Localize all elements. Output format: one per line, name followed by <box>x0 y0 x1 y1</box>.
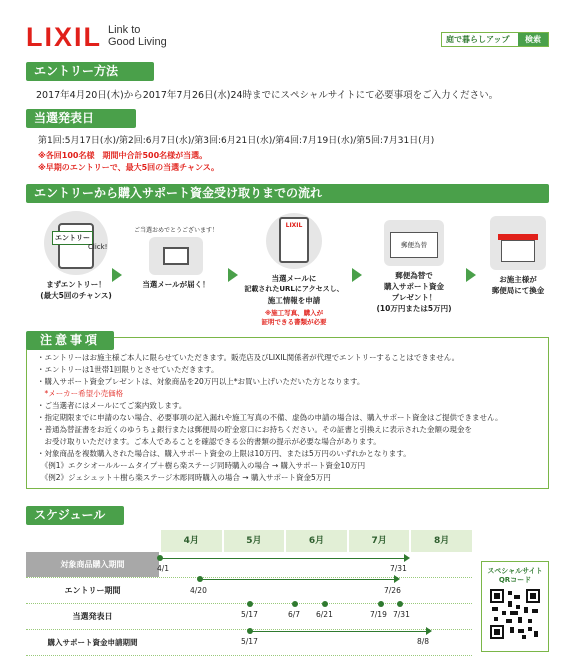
note-item-9: ・対象商品を複数購入された場合は、購入サポート資金の上限は10万円、または5万円のいずれかとなります。 <box>37 449 411 458</box>
flow-step-mail <box>126 227 226 290</box>
announce-date-3: 6/21 <box>316 610 333 619</box>
flow-step-money-order <box>364 220 464 314</box>
apply-start-date: 5/17 <box>241 637 258 646</box>
month-jun: 6月 <box>284 530 347 552</box>
lixil-logo: LIXIL <box>26 22 102 52</box>
step3-label1: 当選メールに <box>271 274 317 283</box>
step4-label2: 購入サポート資金 <box>384 282 444 291</box>
money-order-card: 郵便為替 <box>390 232 438 258</box>
money-order-icon <box>384 220 444 266</box>
click-text: Click! <box>88 243 108 251</box>
announce-date-label: 当選発表日 <box>72 612 113 621</box>
entry-button-icon: エントリー <box>52 231 93 245</box>
flow-step-entry <box>26 211 126 301</box>
search-button[interactable]: 検索 <box>518 33 548 46</box>
flow-arrow-1 <box>112 268 122 282</box>
flow-step-exchange <box>476 216 560 296</box>
purchase-period-label: 対象商品購入期間 <box>26 552 159 577</box>
entry-period-label: エントリー期間 <box>64 586 121 595</box>
tagline <box>108 24 167 48</box>
announce-date-4: 7/19 <box>370 610 387 619</box>
envelope-icon <box>163 247 189 265</box>
note-item-10: 《例1》エクシオールルームタイプ＋樹ら楽ステージ同時購入の場合 → 購入サポート資金10万円 <box>37 461 366 470</box>
purchase-end-arrow <box>404 554 410 562</box>
schedule-corner <box>26 530 159 552</box>
notes-box <box>26 337 549 489</box>
notes-heading: 注意事項 <box>26 331 114 350</box>
month-jul: 7月 <box>347 530 410 552</box>
announce-dot-3 <box>322 601 328 607</box>
step1-label2: (最大5回のチャンス) <box>40 291 112 300</box>
note-item-2: ・エントリーは1世帯1回限りとさせていただきます。 <box>37 365 219 374</box>
qr-box <box>481 561 549 652</box>
step4-note: (10万円または5万円) <box>376 304 452 313</box>
flow-arrow-2 <box>228 268 238 282</box>
notes-list <box>27 338 548 484</box>
tablet-lixil-icon <box>266 213 322 269</box>
entry-start-date: 4/20 <box>190 586 207 595</box>
step3-note2: 証明できる書類が必要 <box>261 318 327 326</box>
qr-title-2: QRコード <box>498 576 532 584</box>
purchase-start-dot <box>157 555 163 561</box>
note-item-1: ・エントリーはお施主様ご本人に限らせていただきます。販売店及びLIXIL関係者が代理でエントリーすることはできません。 <box>37 353 460 362</box>
note-item-8: お受け取りいただけます。ご本人であることを確認できる公的書類の提示が必要な場合があります。 <box>37 437 381 446</box>
congrats-text: ご当選おめでとうございます！ <box>133 227 218 234</box>
note-item-6: ・指定期限までに申請のない場合、必要事項の記入漏れや施工写真の不備、虚偽の申請の場合は、購入サポート資金はご提供できません。 <box>37 413 503 422</box>
note-item-11: 《例2》ジェシュット＋樹ら楽ステージ木彫同時購入の場合 → 購入サポート資金5万円 <box>37 473 331 482</box>
announce-date-1: 5/17 <box>241 610 258 619</box>
apply-end-date: 8/8 <box>417 637 430 646</box>
step3-label2: 記載されたURLにアクセスし、 <box>244 285 344 293</box>
purchase-start-date: 4/1 <box>157 564 170 573</box>
entry-end-arrow <box>394 575 400 583</box>
flow-step-apply <box>240 213 348 327</box>
tagline-line2: Good Living <box>108 36 167 48</box>
apply-start-dot <box>247 628 253 634</box>
step5-label1: お施主様が <box>499 275 537 284</box>
flow-arrow-3 <box>352 268 362 282</box>
announce-dot-4 <box>378 601 384 607</box>
step3-label3: 施工情報を申請 <box>267 296 321 305</box>
announce-dates: 第1回:5月17日(水)/第2回:6月7日(水)/第3回:6月21日(水)/第4回:7月19日(水)/第5回:7月31日(月) <box>38 136 435 146</box>
post-office-icon <box>490 216 546 270</box>
step4-label1: 郵便為替で <box>395 271 433 280</box>
tablet-lixil-text: LIXIL <box>285 222 303 229</box>
purchase-end-date: 7/31 <box>390 564 407 573</box>
search-box[interactable] <box>441 32 549 47</box>
phone-entry-icon <box>44 211 108 275</box>
month-may: 5月 <box>222 530 285 552</box>
post-office-building <box>501 240 535 262</box>
announce-heading: 当選発表日 <box>26 109 136 128</box>
mail-icon <box>149 237 203 275</box>
search-keyword[interactable]: 庭で暮らしアップ <box>446 35 510 44</box>
step3-note1: ※施工写真、購入が <box>264 309 324 317</box>
schedule-heading: スケジュール <box>26 506 124 525</box>
step5-label2: 郵便局にて換金 <box>491 286 545 295</box>
entry-heading: エントリー方法 <box>26 62 154 81</box>
month-apr: 4月 <box>159 530 222 552</box>
entry-text: 2017年4月20日(木)から2017年7月26日(水)24時までにスペシャルサイトにて必要事項をご入力ください。 <box>36 90 499 101</box>
step4-label3: プレゼント！ <box>391 293 437 302</box>
announce-note1: ※各回100名様 期間中合計500名様が当選。 <box>38 151 208 160</box>
announce-dot-5 <box>397 601 403 607</box>
month-aug: 8月 <box>409 530 472 552</box>
announce-date-2: 6/7 <box>288 610 301 619</box>
announce-dot-1 <box>247 601 253 607</box>
tagline-line1: Link to <box>108 24 141 36</box>
announce-date-5: 7/31 <box>393 610 410 619</box>
entry-end-date: 7/26 <box>384 586 401 595</box>
purchase-period-bar <box>160 558 404 559</box>
schedule-header-row <box>26 530 472 552</box>
step2-label1: 当選メールが届く！ <box>142 280 210 289</box>
note-item-3: ・購入サポート資金プレゼントは、対象商品を20万円以上*お買い上げいただいた方となります。 <box>37 377 365 386</box>
qr-code-icon[interactable] <box>490 589 540 639</box>
step1-label1: まずエントリー！ <box>46 280 106 289</box>
flow-arrow-4 <box>466 268 476 282</box>
entry-start-dot <box>197 576 203 582</box>
note-item-4: *メーカー希望小売価格 <box>37 389 124 398</box>
entry-period-bar <box>200 579 394 580</box>
note-item-5: ・ご当選者にはメールにてご案内致します。 <box>37 401 187 410</box>
announce-note2: ※早期のエントリーで、最大5回の当選チャンス。 <box>38 163 219 172</box>
qr-title-1: スペシャルサイト <box>487 567 543 575</box>
apply-end-arrow <box>426 627 432 635</box>
tablet-icon <box>279 217 309 263</box>
apply-period-bar <box>250 631 426 632</box>
apply-period-label: 購入サポート資金申請期間 <box>47 638 138 647</box>
announce-dot-2 <box>292 601 298 607</box>
flow-heading: エントリーから購入サポート資金受け取りまでの流れ <box>26 184 549 203</box>
note-item-7: ・普通為替証書をお近くのゆうちょ銀行または郵便局の貯金窓口にお持ちください。その証書と引換えに表示された金額の現金を <box>37 425 472 434</box>
